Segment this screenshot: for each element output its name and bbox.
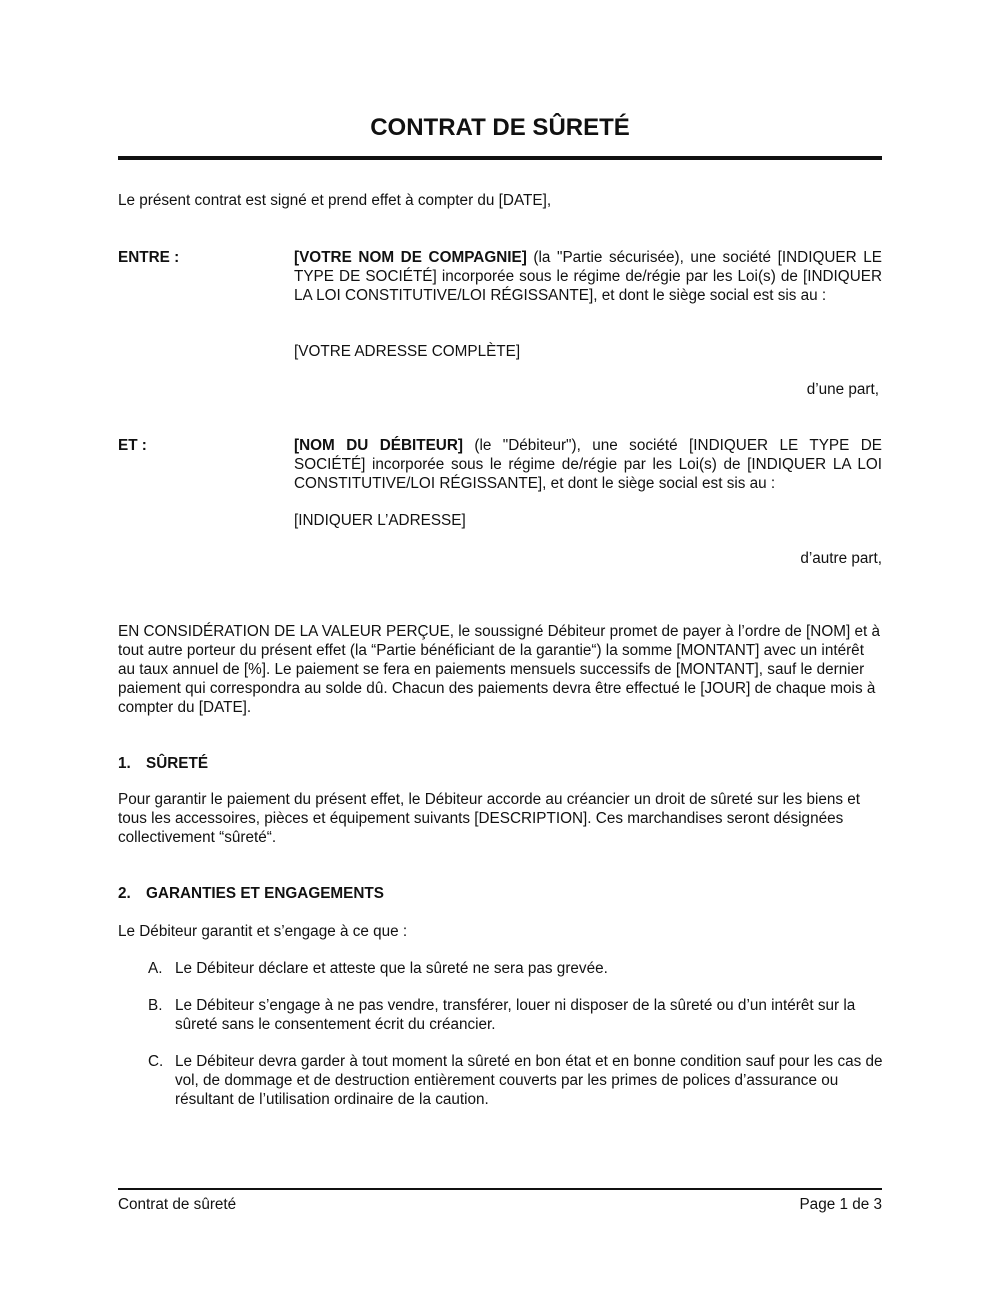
section-2-heading bbox=[118, 884, 384, 903]
footer-document-name: Contrat de sûreté bbox=[118, 1196, 237, 1213]
party-label-entre: ENTRE : bbox=[118, 249, 180, 266]
list-item-text: Le Débiteur devra garder à tout moment la sûreté en bon état et en bonne condition sauf pour les cas de vol, de dommage et de destruction entièrement couverts par les primes de polices d’assurance ou résultant de l’utilisation ordinaire de la caution. bbox=[175, 1053, 883, 1108]
list-item-text: Le Débiteur s’engage à ne pas vendre, transférer, louer ni disposer de la sûreté ou d’un intérêt sur la sûreté sans le consentement écrit du créancier. bbox=[175, 997, 856, 1033]
party-label-et: ET : bbox=[118, 437, 147, 454]
party-name-secured: [VOTRE NOM DE COMPAGNIE] bbox=[294, 249, 527, 266]
list-item-letter: B. bbox=[148, 997, 163, 1014]
section-1-body: Pour garantir le paiement du présent effet, le Débiteur accorde au créancier un droit de sûreté sur les biens et tous les accessoires, pièces et équipement suivants [DESCRIPTION]. Ces marchandises seront désignées collectivement “sûreté“. bbox=[118, 791, 861, 846]
section-1-number: 1. bbox=[118, 755, 131, 772]
footer-page-number: Page 1 de 3 bbox=[799, 1196, 882, 1213]
party-closing-debtor: d’autre part, bbox=[800, 550, 882, 567]
section-1-title: SÛRETÉ bbox=[146, 755, 209, 772]
consideration-paragraph: EN CONSIDÉRATION DE LA VALEUR PERÇUE, le soussigné Débiteur promet de payer à l’ordre de [NOM] et à tout autre porteur du présent effet (la “Partie bénéficiant de la garantie“) la somme [MONTANT] avec un intérêt au taux annuel de [%]. Le paiement se fera en paiements mensuels successifs de [MONTANT], sauf le dernier paiement qui correspondra au solde dû. Chacun des paiements devra être effectué le [JOUR] de chaque mois à compter du [DATE]. bbox=[118, 623, 881, 716]
party-details-secured: (la "Partie sécurisée), une société [INDIQUER LE TYPE DE SOCIÉTÉ] incorporée sous le régime de/régie par les Loi(s) de [INDIQUER LA LOI CONSTITUTIVE/LOI RÉGISSANTE], et dont le siège social est sis au : bbox=[294, 249, 882, 304]
party-description-debtor bbox=[294, 436, 882, 493]
party-details-debtor: (le "Débiteur"), une société [INDIQUER LE TYPE DE SOCIÉTÉ] incorporée sous le régime de/régie par les Loi(s) de [INDIQUER LA LOI CONSTITUTIVE/LOI RÉGISSANTE], et dont le siège social est sis au : bbox=[294, 437, 882, 492]
list-item-letter: A. bbox=[148, 960, 163, 977]
section-1-heading bbox=[118, 754, 208, 773]
intro-paragraph: Le présent contrat est signé et prend effet à compter du [DATE], bbox=[118, 192, 552, 209]
section-2-body: Le Débiteur garantit et s’engage à ce que : bbox=[118, 923, 408, 940]
party-closing-secured: d’une part, bbox=[806, 381, 879, 398]
party-name-debtor: [NOM DU DÉBITEUR] bbox=[294, 437, 463, 454]
document-title: CONTRAT DE SÛRETÉ bbox=[370, 114, 630, 141]
party-address-debtor: [INDIQUER L’ADRESSE] bbox=[294, 512, 466, 529]
list-item-text: Le Débiteur déclare et atteste que la sûreté ne sera pas grevée. bbox=[175, 960, 608, 977]
party-address-secured: [VOTRE ADRESSE COMPLÈTE] bbox=[294, 343, 521, 360]
footer-divider bbox=[118, 1188, 882, 1190]
section-2-title: GARANTIES ET ENGAGEMENTS bbox=[146, 885, 384, 902]
list-item-letter: C. bbox=[148, 1053, 164, 1070]
section-2-number: 2. bbox=[118, 885, 131, 902]
title-divider bbox=[118, 156, 882, 160]
party-description-secured bbox=[294, 248, 882, 305]
